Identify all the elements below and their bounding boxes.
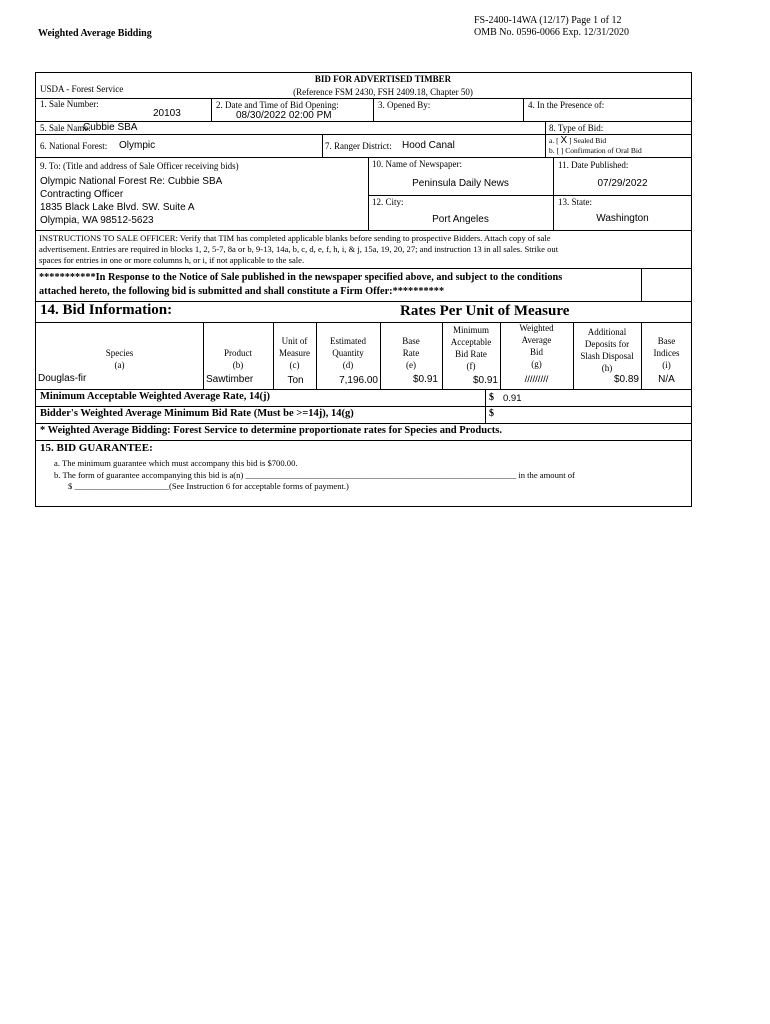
sale-name-label: 5. Sale Name: xyxy=(40,123,91,133)
column-header-species xyxy=(36,347,203,371)
header-text: Deposits for xyxy=(584,339,630,349)
divider xyxy=(35,157,692,158)
oral-bid-option[interactable]: b. [ ] Confirmation of Oral Bid xyxy=(549,146,642,155)
header-text: (d) xyxy=(342,360,354,370)
address-line: Olympic National Forest Re: Cubbie SBA xyxy=(40,176,223,187)
column-header-product xyxy=(203,347,273,371)
min-weighted-rate-label: Minimum Acceptable Weighted Average Rate, 14(j) xyxy=(40,391,270,402)
divider xyxy=(523,98,524,121)
header-text: Minimum xyxy=(452,325,489,335)
header-text: Rate xyxy=(402,348,420,358)
cell-indices[interactable]: N/A xyxy=(658,374,675,385)
min-weighted-rate-value[interactable]: 0.91 xyxy=(503,393,522,404)
sale-number-field[interactable]: 20103 xyxy=(153,108,181,119)
address-line: Contracting Officer xyxy=(40,189,124,200)
header-text: Quantity xyxy=(332,348,364,358)
header-text: (f) xyxy=(466,361,476,371)
divider xyxy=(368,195,692,196)
header-text: Slash Disposal xyxy=(580,351,634,361)
divider xyxy=(35,389,692,390)
column-header-weighted-bid xyxy=(500,322,573,370)
guarantee-line: a. The minimum guarantee which must accompany this bid is $700.00. xyxy=(54,458,298,468)
divider xyxy=(35,423,692,424)
instruction-line: spaces for entries in one or more columns h, or i, if not applicable to the sale. xyxy=(39,255,305,265)
header-text: Measure xyxy=(279,348,310,358)
send-to-label: 9. To: (Title and address of Sale Officer receiving bids) xyxy=(40,161,239,171)
sealed-bid-label: ] Sealed Bid xyxy=(569,136,607,145)
header-text: Indices xyxy=(653,348,680,358)
column-header-unit xyxy=(273,335,316,371)
column-header-min-rate xyxy=(442,324,500,372)
form-number-block xyxy=(474,15,629,39)
cell-weighted-bid[interactable]: ///////// xyxy=(524,374,549,385)
sale-officer-instructions xyxy=(39,233,558,266)
guarantee-line[interactable]: $ ______________________(See Instruction 6 for acceptable forms of payment.) xyxy=(68,481,349,491)
header-text: Weighted xyxy=(519,323,554,333)
ranger-district-field[interactable]: Hood Canal xyxy=(402,140,455,151)
header-text: Bid Rate xyxy=(455,349,487,359)
bid-opening-field[interactable]: 08/30/2022 02:00 PM xyxy=(236,110,332,121)
header-text: Additional xyxy=(587,327,627,337)
header-text: Unit of xyxy=(281,336,308,346)
divider xyxy=(485,389,486,423)
header-text: Base xyxy=(402,336,420,346)
divider xyxy=(545,121,546,157)
min-weighted-rate-dollar: $ xyxy=(489,392,494,403)
reference-line: (Reference FSM 2430, FSH 2409.18, Chapter 50) xyxy=(293,87,473,97)
agency-label: USDA - Forest Service xyxy=(40,84,124,94)
divider xyxy=(35,268,692,269)
newspaper-field[interactable]: Peninsula Daily News xyxy=(412,178,509,189)
divider xyxy=(35,98,692,99)
sale-officer-address[interactable] xyxy=(40,175,222,227)
divider xyxy=(373,98,374,121)
firm-offer-line: ***********In Response to the Notice of Sale published in the newspaper specified above, and subject to the conditions xyxy=(39,272,563,283)
divider xyxy=(35,322,692,323)
national-forest-label: 6. National Forest: xyxy=(40,141,108,151)
cell-deposits[interactable]: $0.89 xyxy=(613,374,639,385)
header-text: Species xyxy=(105,348,134,358)
newspaper-label: 10. Name of Newspaper: xyxy=(372,159,462,169)
state-label: 13. State: xyxy=(558,197,592,207)
bidder-min-rate-label: Bidder's Weighted Average Minimum Bid Rate (Must be >=14j), 14(g) xyxy=(40,408,354,419)
header-text: (a) xyxy=(114,360,125,370)
opened-by-label: 3. Opened By: xyxy=(378,100,431,110)
sale-name-field[interactable]: Cubbie SBA xyxy=(83,122,138,133)
date-published-field[interactable]: 07/29/2022 xyxy=(597,178,648,189)
header-text: Average xyxy=(521,335,552,345)
sealed-bid-option[interactable] xyxy=(549,135,606,146)
document-title: BID FOR ADVERTISED TIMBER xyxy=(314,74,452,84)
address-line: 1835 Black Lake Blvd. SW. Suite A xyxy=(40,202,195,213)
date-published-label: 11. Date Published: xyxy=(558,160,629,170)
divider xyxy=(35,406,692,407)
instruction-line: INSTRUCTIONS TO SALE OFFICER: Verify that TIM has completed applicable blanks before sending to prospective Bidders. Attach copy of sale xyxy=(39,233,551,243)
presence-label: 4. In the Presence of: xyxy=(528,100,605,110)
ranger-district-label: 7. Ranger District: xyxy=(325,141,392,151)
national-forest-field[interactable]: Olympic xyxy=(119,140,156,151)
header-text: (e) xyxy=(406,360,416,370)
header-text: (c) xyxy=(289,360,300,370)
column-header-deposits xyxy=(573,326,641,374)
column-header-indices xyxy=(641,335,692,371)
type-of-bid-label: 8. Type of Bid: xyxy=(549,123,604,133)
rates-per-unit-title: Rates Per Unit of Measure xyxy=(400,303,570,319)
bid-opening-label: 2. Date and Time of Bid Opening: xyxy=(216,100,339,110)
column-header-base-rate xyxy=(380,335,442,371)
bidder-min-rate-dollar[interactable]: $ xyxy=(489,408,494,419)
cell-quantity[interactable]: 7,196.00 xyxy=(339,375,378,386)
divider xyxy=(641,268,642,301)
cell-product[interactable]: Sawtimber xyxy=(206,374,254,385)
sale-number-label: 1. Sale Number: xyxy=(40,99,99,109)
divider xyxy=(35,440,692,441)
header-text: (h) xyxy=(601,363,613,373)
header-text: (i) xyxy=(662,360,671,370)
bracket-open: a. [ xyxy=(549,136,559,145)
header-text: (b) xyxy=(232,360,244,370)
address-line: Olympia, WA 98512-5623 xyxy=(40,215,154,226)
sealed-bid-checkmark: X xyxy=(560,135,568,146)
cell-base-rate[interactable]: $0.91 xyxy=(412,374,438,385)
cell-species[interactable]: Douglas-fir xyxy=(38,373,87,384)
divider xyxy=(211,98,212,121)
firm-offer-statement xyxy=(39,271,562,299)
header-text: Bid xyxy=(529,347,543,357)
bid-guarantee-title: 15. BID GUARANTEE: xyxy=(40,442,153,454)
bid-guarantee-text xyxy=(54,458,575,493)
form-number: FS-2400-14WA (12/17) Page 1 of 12 xyxy=(474,15,622,26)
firm-offer-line: attached hereto, the following bid is submitted and shall constitute a Firm Offer:********** xyxy=(39,286,445,297)
weighted-average-note: * Weighted Average Bidding: Forest Service to determine proportionate rates for Species and Products. xyxy=(40,425,502,436)
column-header-quantity xyxy=(316,335,380,371)
city-field[interactable]: Port Angeles xyxy=(432,214,489,225)
header-text: Product xyxy=(224,348,252,358)
header-text: Estimated xyxy=(330,336,366,346)
divider xyxy=(35,230,692,231)
state-field[interactable]: Washington xyxy=(596,213,649,224)
divider xyxy=(322,134,323,157)
bid-information-title: 14. Bid Information: xyxy=(40,302,173,318)
header-text: (g) xyxy=(531,359,542,369)
instruction-line: advertisement. Entries are required in blocks 1, 2, 5-7, 8a or b, 9-13, 14a, b, c, d, e, f, h, i, & j, 15a, 19, 20, 27; and instruction 13 in all sales. Strike out xyxy=(39,244,559,254)
header-text: Acceptable xyxy=(450,337,492,347)
city-label: 12. City: xyxy=(372,197,404,207)
cell-unit[interactable]: Ton xyxy=(287,375,304,386)
header-text: Base xyxy=(657,336,676,346)
cell-min-rate[interactable]: $0.91 xyxy=(472,375,498,386)
omb-number: OMB No. 0596-0066 Exp. 12/31/2020 xyxy=(474,27,629,38)
form-title: Weighted Average Bidding xyxy=(38,28,152,39)
guarantee-line[interactable]: b. The form of guarantee accompanying this bid is a(n) _______________________________________________________________ in the amount of xyxy=(54,469,575,480)
